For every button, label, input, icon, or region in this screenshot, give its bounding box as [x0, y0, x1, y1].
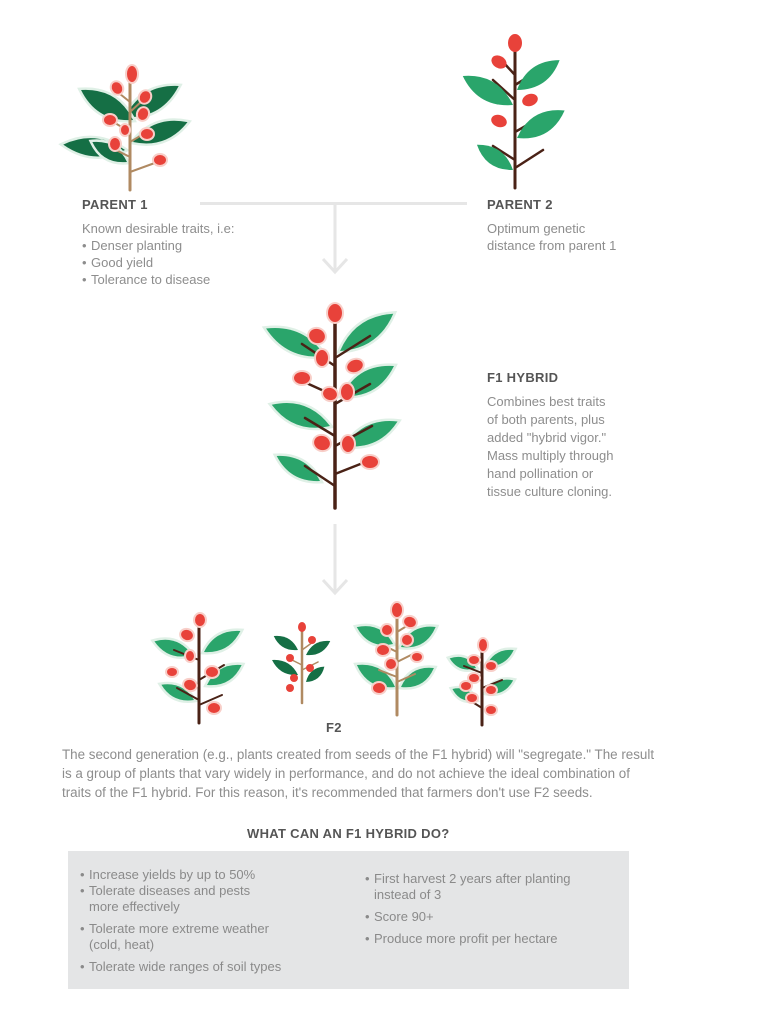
f1-description-line: added "hybrid vigor.": [487, 430, 607, 445]
leaf: [271, 632, 300, 655]
berry: [167, 668, 177, 676]
berry: [412, 653, 422, 661]
benefits-heading: WHAT CAN AN F1 HYBRID DO?: [247, 826, 450, 841]
leaf: [512, 53, 565, 98]
leaf: [458, 67, 518, 113]
berry: [508, 34, 522, 52]
down-arrow-icon: [320, 524, 350, 596]
berry: [290, 674, 298, 682]
coffee-plant-f2-icon: [355, 602, 445, 717]
berry: [489, 113, 508, 130]
parent1-title: PARENT 1: [82, 197, 148, 212]
benefit-item: • Tolerate more extreme weather (cold, heat): [80, 921, 350, 953]
berry: [479, 639, 487, 651]
parent2-block: [487, 197, 707, 254]
berry: [392, 603, 402, 617]
f1-block: [487, 370, 667, 501]
berry: [386, 659, 396, 669]
berry: [469, 674, 479, 682]
berry: [195, 614, 205, 626]
down-arrow-icon: [320, 203, 350, 275]
berry: [520, 92, 539, 109]
benefit-item: • Tolerate diseases and pests more effectively: [80, 883, 350, 915]
leaf-shape: [271, 632, 300, 655]
benefit-item: • Produce more profit per hectare: [365, 931, 615, 947]
f1-title: F1 HYBRID: [487, 370, 559, 385]
berry: [286, 684, 294, 692]
parent2-title: PARENT 2: [487, 197, 553, 212]
parent1-trait: • Denser planting: [82, 237, 302, 254]
berry: [342, 436, 354, 452]
berry: [377, 645, 389, 655]
f2-description-line: The second generation (e.g., plants created from seeds of the F1 hybrid) will "segregate." The result: [62, 747, 655, 762]
benefit-item: • Increase yields by up to 50%: [80, 867, 350, 883]
f2-description-line: is a group of plants that vary widely in performance, and do not achieve the ideal combination of: [62, 766, 630, 781]
f1-description-line: of both parents, plus: [487, 412, 605, 427]
parent1-trait: • Tolerance to disease: [82, 271, 302, 288]
coffee-plant-f2-icon: [152, 610, 248, 725]
berry: [306, 664, 314, 672]
f1-description-line: Mass multiply through: [487, 448, 614, 463]
berry: [486, 686, 496, 694]
berry: [382, 625, 392, 635]
parent1-intro: Known desirable traits, i.e:: [82, 221, 235, 236]
berry: [373, 683, 385, 693]
berry: [308, 636, 316, 644]
berry: [294, 372, 310, 384]
berry: [486, 706, 496, 714]
berry: [467, 694, 477, 702]
parent1-trait: • Good yield: [82, 254, 302, 271]
berry: [121, 125, 129, 135]
berry: [341, 384, 353, 400]
coffee-plant-light-icon: [455, 30, 575, 190]
berry: [489, 53, 509, 71]
leaf: [398, 662, 438, 693]
stem: [515, 150, 543, 168]
coffee-plant-dark-icon: [55, 62, 205, 192]
leaf: [201, 625, 244, 658]
coffee-plant-f2-icon: [268, 620, 336, 705]
f1-description-line: hand pollination or: [487, 466, 594, 481]
leaf-shape: [512, 53, 565, 98]
berry: [286, 654, 294, 662]
berry: [104, 115, 116, 125]
parent2-description-line: distance from parent 1: [487, 238, 617, 253]
leaf-shape: [458, 67, 518, 113]
berry: [186, 651, 194, 661]
berry: [141, 129, 153, 139]
berry: [127, 66, 137, 82]
leaf-shape: [512, 102, 570, 147]
berry: [208, 703, 220, 713]
benefit-item: • Score 90+: [365, 909, 615, 925]
parent1-block: [82, 197, 302, 288]
berry: [328, 304, 342, 322]
benefits-box: [68, 851, 629, 989]
berry: [362, 456, 378, 468]
leaf-shape: [304, 637, 333, 660]
berry: [461, 682, 471, 690]
berry: [402, 635, 412, 645]
parent2-description-line: Optimum genetic: [487, 221, 586, 236]
berry: [206, 667, 218, 677]
leaf: [512, 102, 570, 147]
benefits-left-list: [80, 867, 350, 981]
f1-description-line: Combines best traits: [487, 394, 606, 409]
f2-description-line: traits of the F1 hybrid. For this reason, it's recommended that farmers don't use F2 seeds.: [62, 785, 593, 800]
f2-title: F2: [326, 720, 342, 735]
benefits-right-list: [365, 871, 615, 953]
berry: [110, 138, 120, 150]
berry: [316, 350, 328, 366]
berry: [469, 656, 479, 664]
leaf: [273, 449, 324, 488]
berry: [298, 622, 306, 632]
benefit-item: • First harvest 2 years after planting instead of 3: [365, 871, 615, 903]
berry: [486, 662, 496, 670]
f1-description-line: tissue culture cloning.: [487, 484, 613, 499]
benefit-item: • Tolerate wide ranges of soil types: [80, 959, 350, 975]
f2-description: [62, 745, 762, 802]
coffee-plant-f2-icon: [446, 638, 518, 726]
coffee-plant-hybrid-icon: [250, 296, 415, 510]
berry: [154, 155, 166, 165]
leaf: [304, 637, 333, 660]
